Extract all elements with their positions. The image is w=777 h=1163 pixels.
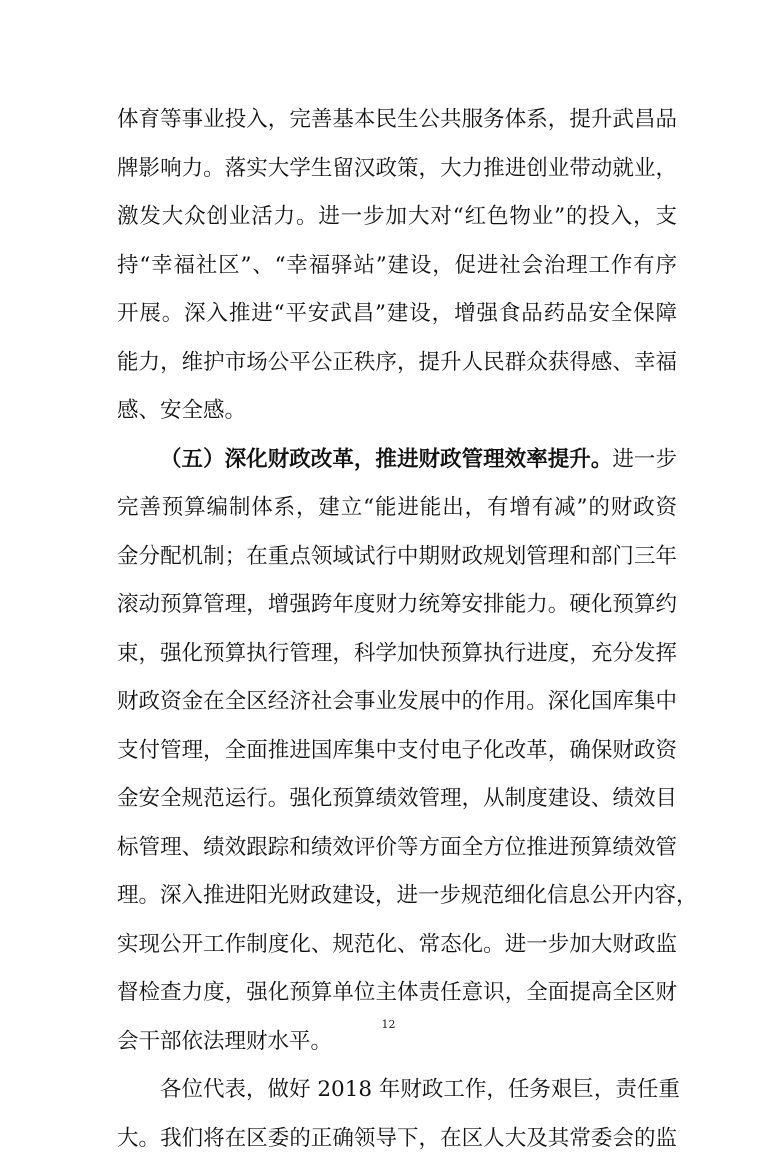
text-line: 牌影响力。落实大学生留汉政策，大力推进创业带动就业， [117,145,677,194]
text-line: 完善预算编制体系，建立“能进能出，有增有减”的财政资 [117,484,677,533]
text-line: 持“幸福社区”、“幸福驿站”建设，促进社会治理工作有序 [117,242,677,291]
section-heading-continuation: 进一步 [612,447,677,472]
text-line: 体育等事业投入，完善基本民生公共服务体系，提升武昌品 [117,96,677,145]
text-line: 能力，维护市场公平公正秩序，提升人民群众获得感、幸福 [117,339,677,388]
text-line: 大。我们将在区委的正确领导下，在区人大及其常委会的监 [117,1115,677,1163]
text-line: 财政资金在全区经济社会事业发展中的作用。深化国库集中 [117,678,677,727]
text-line: 感、安全感。 [117,387,677,436]
section-heading-line [117,436,677,485]
text-line: 理。深入推进阳光财政建设，进一步规范细化信息公开内容， [117,872,677,921]
body-text [117,96,677,1163]
section-heading: （五）深化财政改革，推进财政管理效率提升。 [160,447,612,472]
text-line: 金分配机制；在重点领域试行中期财政规划管理和部门三年 [117,533,677,582]
text-line: 束，强化预算执行管理，科学加快预算执行进度，充分发挥 [117,630,677,679]
text-line: 会干部依法理财水平。 [117,1018,677,1067]
text-line: 滚动预算管理，增强跨年度财力统筹安排能力。硬化预算约 [117,581,677,630]
text-line: 标管理、绩效跟踪和绩效评价等方面全方位推进预算绩效管 [117,824,677,873]
text-line: 各位代表，做好 2018 年财政工作，任务艰巨，责任重 [117,1066,677,1115]
text-line: 金安全规范运行。强化预算绩效管理，从制度建设、绩效目 [117,775,677,824]
text-line: 督检查力度，强化预算单位主体责任意识，全面提高全区财 [117,969,677,1018]
text-line: 支付管理，全面推进国库集中支付电子化改革，确保财政资 [117,727,677,776]
text-line: 实现公开工作制度化、规范化、常态化。进一步加大财政监 [117,921,677,970]
page-number: 12 [0,1018,777,1031]
text-line: 开展。深入推进“平安武昌”建设，增强食品药品安全保障 [117,290,677,339]
text-line: 激发大众创业活力。进一步加大对“红色物业”的投入，支 [117,193,677,242]
